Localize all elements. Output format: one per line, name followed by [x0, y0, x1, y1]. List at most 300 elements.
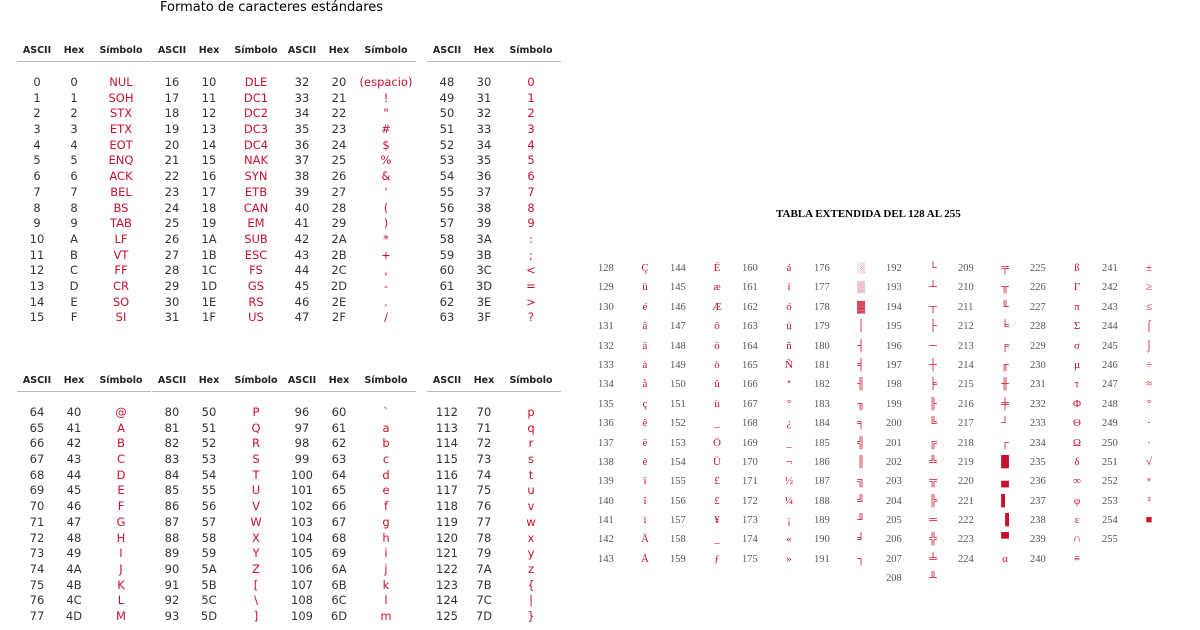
ascii-code: 226: [1030, 282, 1046, 294]
table-row: [427, 593, 561, 609]
symbol: SOH: [108, 90, 134, 105]
symbol: â: [642, 320, 648, 333]
ascii-code: 161: [742, 282, 758, 294]
ascii-code: 222: [958, 515, 974, 527]
ascii-code: 113: [436, 420, 458, 435]
ascii-code: 48: [439, 75, 455, 89]
extended-row: [1102, 453, 1174, 472]
symbol: Θ: [1073, 417, 1081, 430]
ascii-code: 206: [886, 534, 902, 546]
ascii-code: 77: [29, 608, 45, 623]
ascii-code: 46: [294, 294, 310, 309]
table-row: [282, 138, 416, 154]
symbol: J: [119, 561, 123, 576]
table-row: [17, 248, 151, 264]
symbol: &: [381, 169, 391, 184]
symbol: ú: [786, 320, 792, 333]
table-row: [17, 279, 151, 295]
extended-row: [1030, 337, 1102, 356]
symbol: .: [384, 294, 388, 309]
symbol: 1: [527, 90, 535, 105]
extended-column: [958, 259, 1030, 569]
ascii-code: 149: [670, 359, 686, 371]
ascii-code: 134: [598, 379, 614, 391]
symbol: _: [714, 417, 720, 430]
symbol: 0: [527, 75, 535, 89]
ascii-code: 50: [439, 106, 455, 121]
ascii-code: 156: [670, 495, 686, 507]
ascii-code: 170: [742, 456, 758, 468]
symbol: «: [786, 533, 792, 546]
ascii-code: 157: [670, 515, 686, 527]
symbol: <: [526, 263, 536, 278]
ascii-code: 150: [670, 379, 686, 391]
header-symbol: Símbolo: [234, 375, 278, 386]
symbol: î: [643, 494, 647, 507]
extended-row: [886, 550, 958, 569]
hex-code: 1A: [201, 231, 217, 246]
table-row: [17, 263, 151, 279]
symbol: °: [786, 397, 792, 410]
table-row: [152, 452, 286, 468]
table-row: [282, 122, 416, 138]
table-rows: [282, 392, 416, 625]
symbol: ó: [786, 300, 792, 313]
ascii-code: 86: [164, 499, 180, 514]
extended-row: [598, 395, 670, 414]
symbol: α: [1002, 552, 1008, 565]
hex-code: 7A: [476, 561, 492, 576]
symbol: g: [382, 514, 390, 529]
extended-row: [886, 511, 958, 530]
symbol: ETX: [109, 122, 133, 137]
hex-code: 6D: [330, 608, 348, 623]
table-row: [282, 593, 416, 609]
ascii-code: 22: [164, 169, 180, 184]
extended-row: [670, 298, 742, 317]
ascii-code: 88: [164, 530, 180, 545]
symbol: ∙: [1147, 417, 1151, 430]
extended-row: [1030, 298, 1102, 317]
ascii-code: 49: [439, 90, 455, 105]
hex-code: 42: [66, 436, 82, 451]
extended-row: [886, 569, 958, 588]
symbol: Ω: [1072, 436, 1082, 449]
hex-code: 27: [331, 184, 347, 199]
ascii-code: 89: [164, 546, 180, 561]
symbol: ≈: [1145, 378, 1153, 391]
table-header: [152, 370, 286, 392]
symbol: ¼: [784, 494, 794, 507]
symbol: µ: [1073, 358, 1081, 371]
ascii-code: 151: [670, 398, 686, 410]
symbol: U: [251, 483, 261, 498]
symbol: ▄: [1001, 475, 1009, 488]
table-row: [282, 91, 416, 107]
ascii-code: 72: [29, 530, 45, 545]
ascii-code: 9: [33, 216, 41, 231]
table-row: [282, 185, 416, 201]
extended-row: [1102, 492, 1174, 511]
hex-code: 75: [476, 483, 492, 498]
table-row: [17, 138, 151, 154]
symbol: r: [528, 436, 534, 451]
symbol: l: [384, 593, 388, 608]
ascii-code: 224: [958, 553, 974, 565]
ascii-code: 219: [958, 456, 974, 468]
table-rows: [17, 392, 151, 625]
symbol: DC1: [243, 90, 269, 105]
table-row: [427, 562, 561, 578]
hex-code: 56: [201, 499, 217, 514]
table-row: [17, 483, 151, 499]
ascii-code: 69: [29, 483, 45, 498]
ascii-code: 0: [33, 75, 41, 89]
symbol: ±: [1145, 262, 1153, 274]
table-row: [17, 452, 151, 468]
hex-code: 5D: [200, 608, 218, 623]
table-row: [152, 310, 286, 326]
symbol: x: [527, 530, 535, 545]
table-rows: [427, 62, 561, 326]
extended-row: [1102, 317, 1174, 336]
table-row: [427, 106, 561, 122]
table-row: [152, 546, 286, 562]
symbol: ë: [642, 436, 648, 449]
table-row: [17, 216, 151, 232]
symbol: ≥: [1145, 281, 1153, 294]
hex-code: 7D: [475, 608, 493, 623]
ascii-code: 36: [294, 137, 310, 152]
extended-row: [598, 550, 670, 569]
symbol: Φ: [1072, 397, 1082, 410]
ascii-code: 24: [164, 200, 180, 215]
ascii-code: 246: [1102, 359, 1118, 371]
hex-code: 35: [476, 153, 492, 168]
symbol: ╪: [1001, 397, 1009, 410]
ascii-code: 249: [1102, 418, 1118, 430]
extended-row: [742, 259, 814, 278]
symbol: ■: [1145, 514, 1153, 527]
hex-code: 4D: [65, 608, 83, 623]
extended-row: [598, 298, 670, 317]
ascii-code: 209: [958, 263, 974, 274]
symbol: p: [527, 405, 535, 419]
extended-row: [1030, 530, 1102, 549]
extended-row: [958, 259, 1030, 278]
ascii-code: 12: [29, 263, 45, 278]
ascii-code: 117: [436, 483, 458, 498]
ascii-code: 163: [742, 321, 758, 333]
table-row: [427, 452, 561, 468]
extended-row: [1102, 395, 1174, 414]
hex-code: 72: [476, 436, 492, 451]
extended-row: [1102, 434, 1174, 453]
symbol: ε: [1074, 514, 1080, 527]
symbol: Γ: [1073, 281, 1081, 294]
hex-code: 64: [331, 467, 347, 482]
ascii-code: 138: [598, 456, 614, 468]
ascii-code: 54: [439, 169, 455, 184]
symbol: σ: [1074, 339, 1080, 352]
extended-row: [958, 317, 1030, 336]
ascii-code: 91: [164, 577, 180, 592]
ascii-code: 7: [33, 184, 41, 199]
table-row: [152, 169, 286, 185]
table-row: [282, 295, 416, 311]
ascii-code: 37: [294, 153, 310, 168]
table-row: [427, 279, 561, 295]
symbol: ª: [787, 378, 791, 391]
symbol: :: [529, 231, 533, 246]
ascii-code: 237: [1030, 495, 1046, 507]
ascii-code: 87: [164, 514, 180, 529]
symbol: f: [383, 499, 389, 514]
symbol: D: [116, 467, 126, 482]
ascii-code: 45: [294, 278, 310, 293]
symbol: ": [383, 106, 389, 121]
symbol: s: [528, 452, 534, 467]
extended-row: [814, 472, 886, 491]
ascii-code: 123: [436, 577, 458, 592]
symbol: LF: [114, 231, 128, 246]
hex-code: 18: [201, 200, 217, 215]
table-row: [17, 122, 151, 138]
ascii-code: 218: [958, 437, 974, 449]
ascii-code: 252: [1102, 476, 1118, 488]
ascii-code: 61: [439, 278, 455, 293]
symbol: ┼: [929, 358, 937, 371]
symbol: ½: [784, 475, 794, 488]
hex-code: 2C: [331, 263, 347, 278]
hex-code: 25: [331, 153, 347, 168]
table-row: [17, 436, 151, 452]
symbol: à: [642, 358, 648, 371]
ascii-code: 145: [670, 282, 686, 294]
hex-code: 45: [66, 483, 82, 498]
table-row: [152, 263, 286, 279]
symbol: K: [117, 577, 125, 592]
ascii-code: 68: [29, 467, 45, 482]
hex-code: 19: [201, 216, 217, 231]
ascii-code: 107: [291, 577, 313, 592]
symbol: m: [380, 608, 392, 623]
table-row: [17, 562, 151, 578]
symbol: é: [642, 300, 648, 313]
table-row: [282, 483, 416, 499]
extended-row: [814, 317, 886, 336]
ascii-code: 40: [294, 200, 310, 215]
symbol: ?: [527, 310, 535, 325]
hex-code: 15: [201, 153, 217, 168]
table-row: [427, 263, 561, 279]
symbol: Å: [641, 552, 649, 565]
hex-code: 3B: [476, 247, 492, 262]
symbol: ∩: [1073, 533, 1081, 546]
symbol: ╠: [929, 494, 937, 507]
extended-row: [1030, 492, 1102, 511]
ascii-code: 82: [164, 436, 180, 451]
table-row: [282, 169, 416, 185]
hex-code: 0: [70, 75, 78, 89]
table-row: [152, 232, 286, 248]
extended-row: [886, 356, 958, 375]
symbol: S: [252, 452, 260, 467]
extended-row: [1030, 414, 1102, 433]
header-symbol: Símbolo: [509, 45, 553, 56]
header-ascii: ASCII: [432, 375, 462, 386]
extended-row: [814, 492, 886, 511]
symbol: ╨: [929, 572, 937, 585]
symbol: ╖: [857, 397, 865, 410]
ascii-code: 67: [29, 452, 45, 467]
symbol: ┴: [929, 281, 937, 294]
extended-table-title: TABLA EXTENDIDA DEL 128 AL 255: [776, 208, 961, 220]
ascii-code: 254: [1102, 515, 1118, 527]
symbol: EM: [247, 216, 265, 231]
ascii-code: 232: [1030, 398, 1046, 410]
ascii-code: 17: [164, 90, 180, 105]
symbol: ╥: [1001, 281, 1009, 294]
extended-row: [886, 317, 958, 336]
hex-code: D: [69, 278, 79, 293]
symbol: Ö: [713, 436, 721, 449]
ascii-code: 193: [886, 282, 902, 294]
ascii-code: 41: [294, 216, 310, 231]
ascii-block: [17, 370, 151, 625]
hex-code: 1F: [202, 310, 216, 325]
hex-code: 3A: [476, 231, 492, 246]
hex-code: 4B: [66, 577, 82, 592]
symbol: EOT: [109, 137, 133, 152]
symbol: ╫: [1001, 378, 1009, 391]
hex-code: 49: [66, 546, 82, 561]
ascii-code: 234: [1030, 437, 1046, 449]
symbol: 6: [527, 169, 535, 184]
extended-row: [958, 453, 1030, 472]
symbol: ╢: [857, 378, 865, 391]
table-row: [282, 499, 416, 515]
ascii-code: 228: [1030, 321, 1046, 333]
header-hex: Hex: [328, 375, 350, 386]
table-header: [282, 40, 416, 62]
symbol: k: [382, 577, 390, 592]
extended-row: [814, 298, 886, 317]
ascii-code: 203: [886, 476, 902, 488]
extended-row: [670, 550, 742, 569]
symbol: ü: [642, 281, 648, 294]
table-row: [282, 263, 416, 279]
table-row: [152, 578, 286, 594]
symbol: e: [382, 483, 390, 498]
symbol: DC3: [243, 122, 269, 137]
table-row: [427, 483, 561, 499]
ascii-code: 83: [164, 452, 180, 467]
ascii-code: 74: [29, 561, 45, 576]
symbol: ╟: [929, 397, 937, 410]
table-row: [152, 185, 286, 201]
hex-code: 63: [331, 452, 347, 467]
table-row: [427, 138, 561, 154]
table-row: [427, 405, 561, 421]
symbol: DLE: [244, 75, 268, 89]
extended-row: [1102, 472, 1174, 491]
ascii-code: 175: [742, 553, 758, 565]
ascii-code: 47: [294, 310, 310, 325]
symbol: SYN: [244, 169, 268, 184]
ascii-code: 185: [814, 437, 830, 449]
symbol: 5: [527, 153, 535, 168]
table-row: [282, 452, 416, 468]
symbol: F: [117, 499, 125, 514]
symbol: å: [642, 378, 648, 391]
symbol: ≡: [1073, 552, 1081, 565]
ascii-code: 131: [598, 321, 614, 333]
symbol: π: [1074, 300, 1080, 313]
symbol: R: [252, 436, 260, 451]
symbol: _: [786, 436, 792, 449]
ascii-code: 201: [886, 437, 902, 449]
table-row: [427, 515, 561, 531]
extended-row: [814, 337, 886, 356]
extended-row: [814, 356, 886, 375]
header-hex: Hex: [328, 45, 350, 56]
symbol: GS: [247, 278, 265, 293]
extended-column: [598, 259, 670, 569]
table-row: [152, 75, 286, 91]
hex-code: 6A: [331, 561, 347, 576]
symbol: ETB: [244, 184, 268, 199]
table-row: [152, 562, 286, 578]
symbol: DC4: [243, 137, 269, 152]
symbol: ¬: [785, 455, 793, 468]
hex-code: 7C: [476, 593, 492, 608]
extended-row: [742, 550, 814, 569]
hex-code: 2D: [330, 278, 348, 293]
symbol: T: [252, 467, 260, 482]
table-row: [17, 75, 151, 91]
ascii-code: 92: [164, 593, 180, 608]
ascii-code: 253: [1102, 495, 1118, 507]
ascii-code: 251: [1102, 456, 1118, 468]
extended-row: [1030, 259, 1102, 278]
ascii-code: 137: [598, 437, 614, 449]
symbol: CR: [112, 278, 130, 293]
ascii-code: 14: [29, 294, 45, 309]
hex-code: 16: [201, 169, 217, 184]
table-header: [427, 370, 561, 392]
table-row: [282, 405, 416, 421]
table-row: [282, 106, 416, 122]
table-row: [17, 169, 151, 185]
ascii-code: 146: [670, 301, 686, 313]
extended-row: [886, 434, 958, 453]
symbol: ╜: [857, 514, 865, 527]
symbol: >: [526, 294, 536, 309]
symbol: ╒: [1001, 339, 1009, 352]
symbol: TAB: [110, 216, 132, 231]
symbol: φ: [1073, 494, 1081, 507]
ascii-code: 121: [436, 546, 458, 561]
table-row: [427, 531, 561, 547]
table-row: [17, 153, 151, 169]
ascii-code: 105: [291, 546, 313, 561]
hex-code: 3F: [477, 310, 491, 325]
symbol: ─: [929, 339, 937, 352]
symbol: (: [383, 200, 389, 215]
ascii-code: 189: [814, 515, 830, 527]
extended-row: [742, 375, 814, 394]
